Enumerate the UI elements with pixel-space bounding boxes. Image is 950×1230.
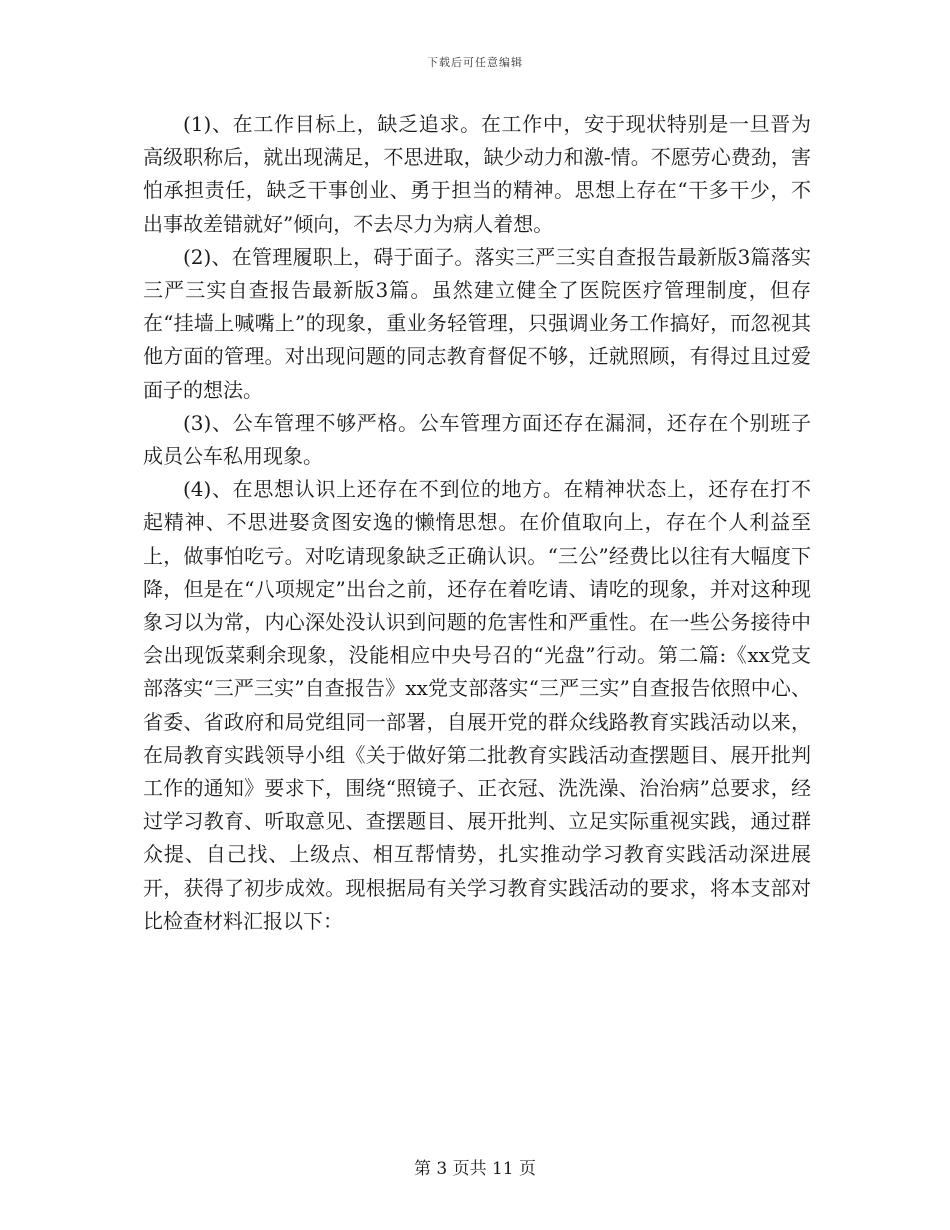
paragraph-2: (2)、在管理履职上，碍于面子。落实三严三实自查报告最新版3篇落实三严三实自查报告最新版3篇。虽然建立健全了医院医疗管理制度，但存在“挂墙上喊嘴上”的现象，重业务轻管理，只强调业务工作搞好，而忽视其他方面的管理。对出现问题的同志教育督促不够，迁就照顾，有得过且过爱面子的想法。 xyxy=(143,244,811,402)
paragraph-4: (4)、在思想认识上还存在不到位的地方。在精神状态上，还存在打不起精神、不思进娶贪图安逸的懒惰思想。在价值取向上，存在个人利益至上，做事怕吃亏。对吃请现象缺乏正确认识。“三公”经费比以往有大幅度下降，但是在“八项规定”出台之前，还存在着吃请、请吃的现象，并对这种现象习以为常，内心深处没认识到问题的危害性和严重性。在一些公务接待中会出现饭菜剩余现象，没能相应中央号召的“光盘”行动。第二篇:《xx党支部落实“三严三实”自查报告》xx党支部落实“三严三实”自查报告依照中心、省委、省政府和局党组同一部署，自展开党的群众线路教育实践活动以来，在局教育实践领导小组《关于做好第二批教育实践活动查摆题目、展开批判工作的通知》要求下，围绕“照镜子、正衣冠、洗洗澡、治治病”总要求，经过学习教育、听取意见、查摆题目、展开批判、立足实际重视实践，通过群众提、自己找、上级点、相互帮情势，扎实推动学习教育实践活动深进展开，获得了初步成效。现根据局有关学习教育实践活动的要求，将本支部对比检查材料汇报以下： xyxy=(143,477,811,933)
page-number: 第 3 页共 11 页 xyxy=(413,1159,537,1179)
document-body xyxy=(143,108,811,938)
page-header-note: 下载后可任意编辑 xyxy=(427,56,523,69)
paragraph-3: (3)、公车管理不够严格。公车管理方面还存在漏洞，还存在个别班子成员公车私用现象。 xyxy=(143,410,811,469)
paragraph-1: (1)、在工作目标上，缺乏追求。在工作中，安于现状特别是一旦晋为高级职称后，就出现满足，不思进取，缺少动力和激-情。不愿劳心费劲，害怕承担责任，缺乏干事创业、勇于担当的精神。思想上存在“干多干少，不出事故差错就好”倾向，不去尽力为病人着想。 xyxy=(143,112,811,236)
